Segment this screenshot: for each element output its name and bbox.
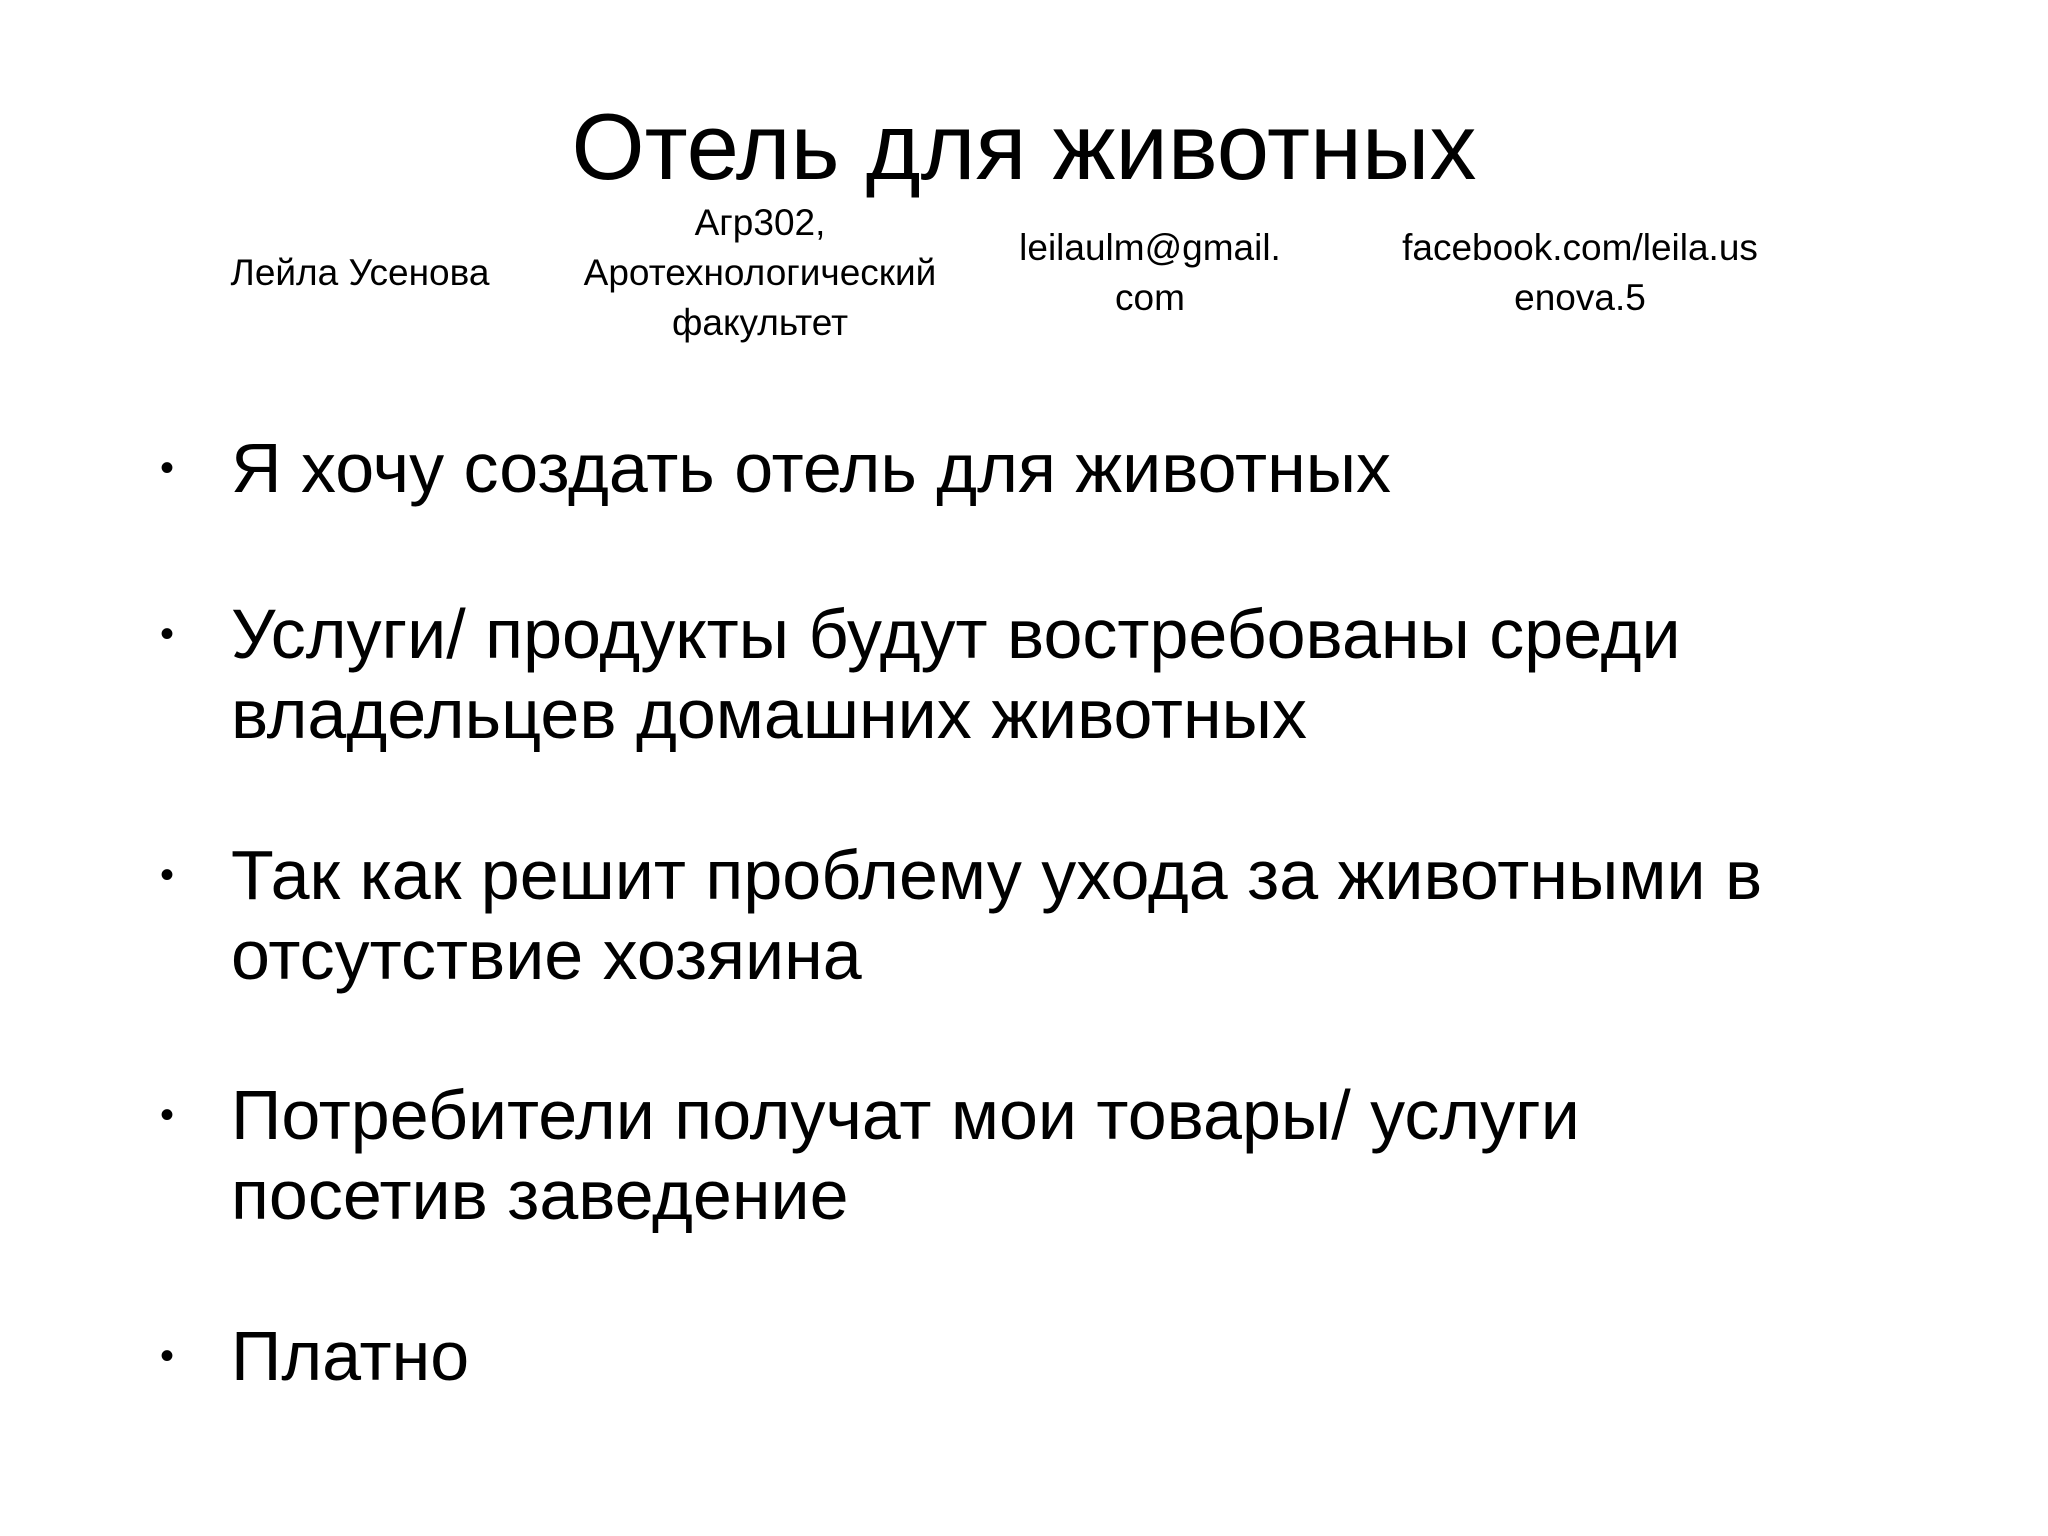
bullet-text: Я хочу создать отель для животных (231, 429, 1392, 507)
bullet-icon: • (160, 612, 175, 656)
bullet-icon: • (160, 1093, 175, 1137)
author-group-faculty: Агр302, Аротехнологический факультет (583, 202, 937, 343)
author-email: leilaulm@gmail. com (1019, 227, 1281, 318)
bullet-text: Услуги/ продукты будут востребованы среди владельцев домашних животных (231, 595, 1681, 753)
bullet-text: Платно (231, 1317, 470, 1395)
bullet-icon: • (160, 853, 175, 897)
author-facebook: facebook.com/leila.us enova.5 (1402, 227, 1758, 318)
bullet-icon: • (160, 1334, 175, 1378)
bullet-text: Потребители получат мои товары/ услуги посетив заведение (231, 1076, 1580, 1234)
slide-title: Отель для животных (571, 94, 1477, 199)
author-name: Лейла Усенова (230, 252, 490, 293)
bullet-icon: • (160, 446, 175, 490)
bullet-text: Так как решит проблему ухода за животными в отсутствие хозяина (231, 836, 1763, 994)
